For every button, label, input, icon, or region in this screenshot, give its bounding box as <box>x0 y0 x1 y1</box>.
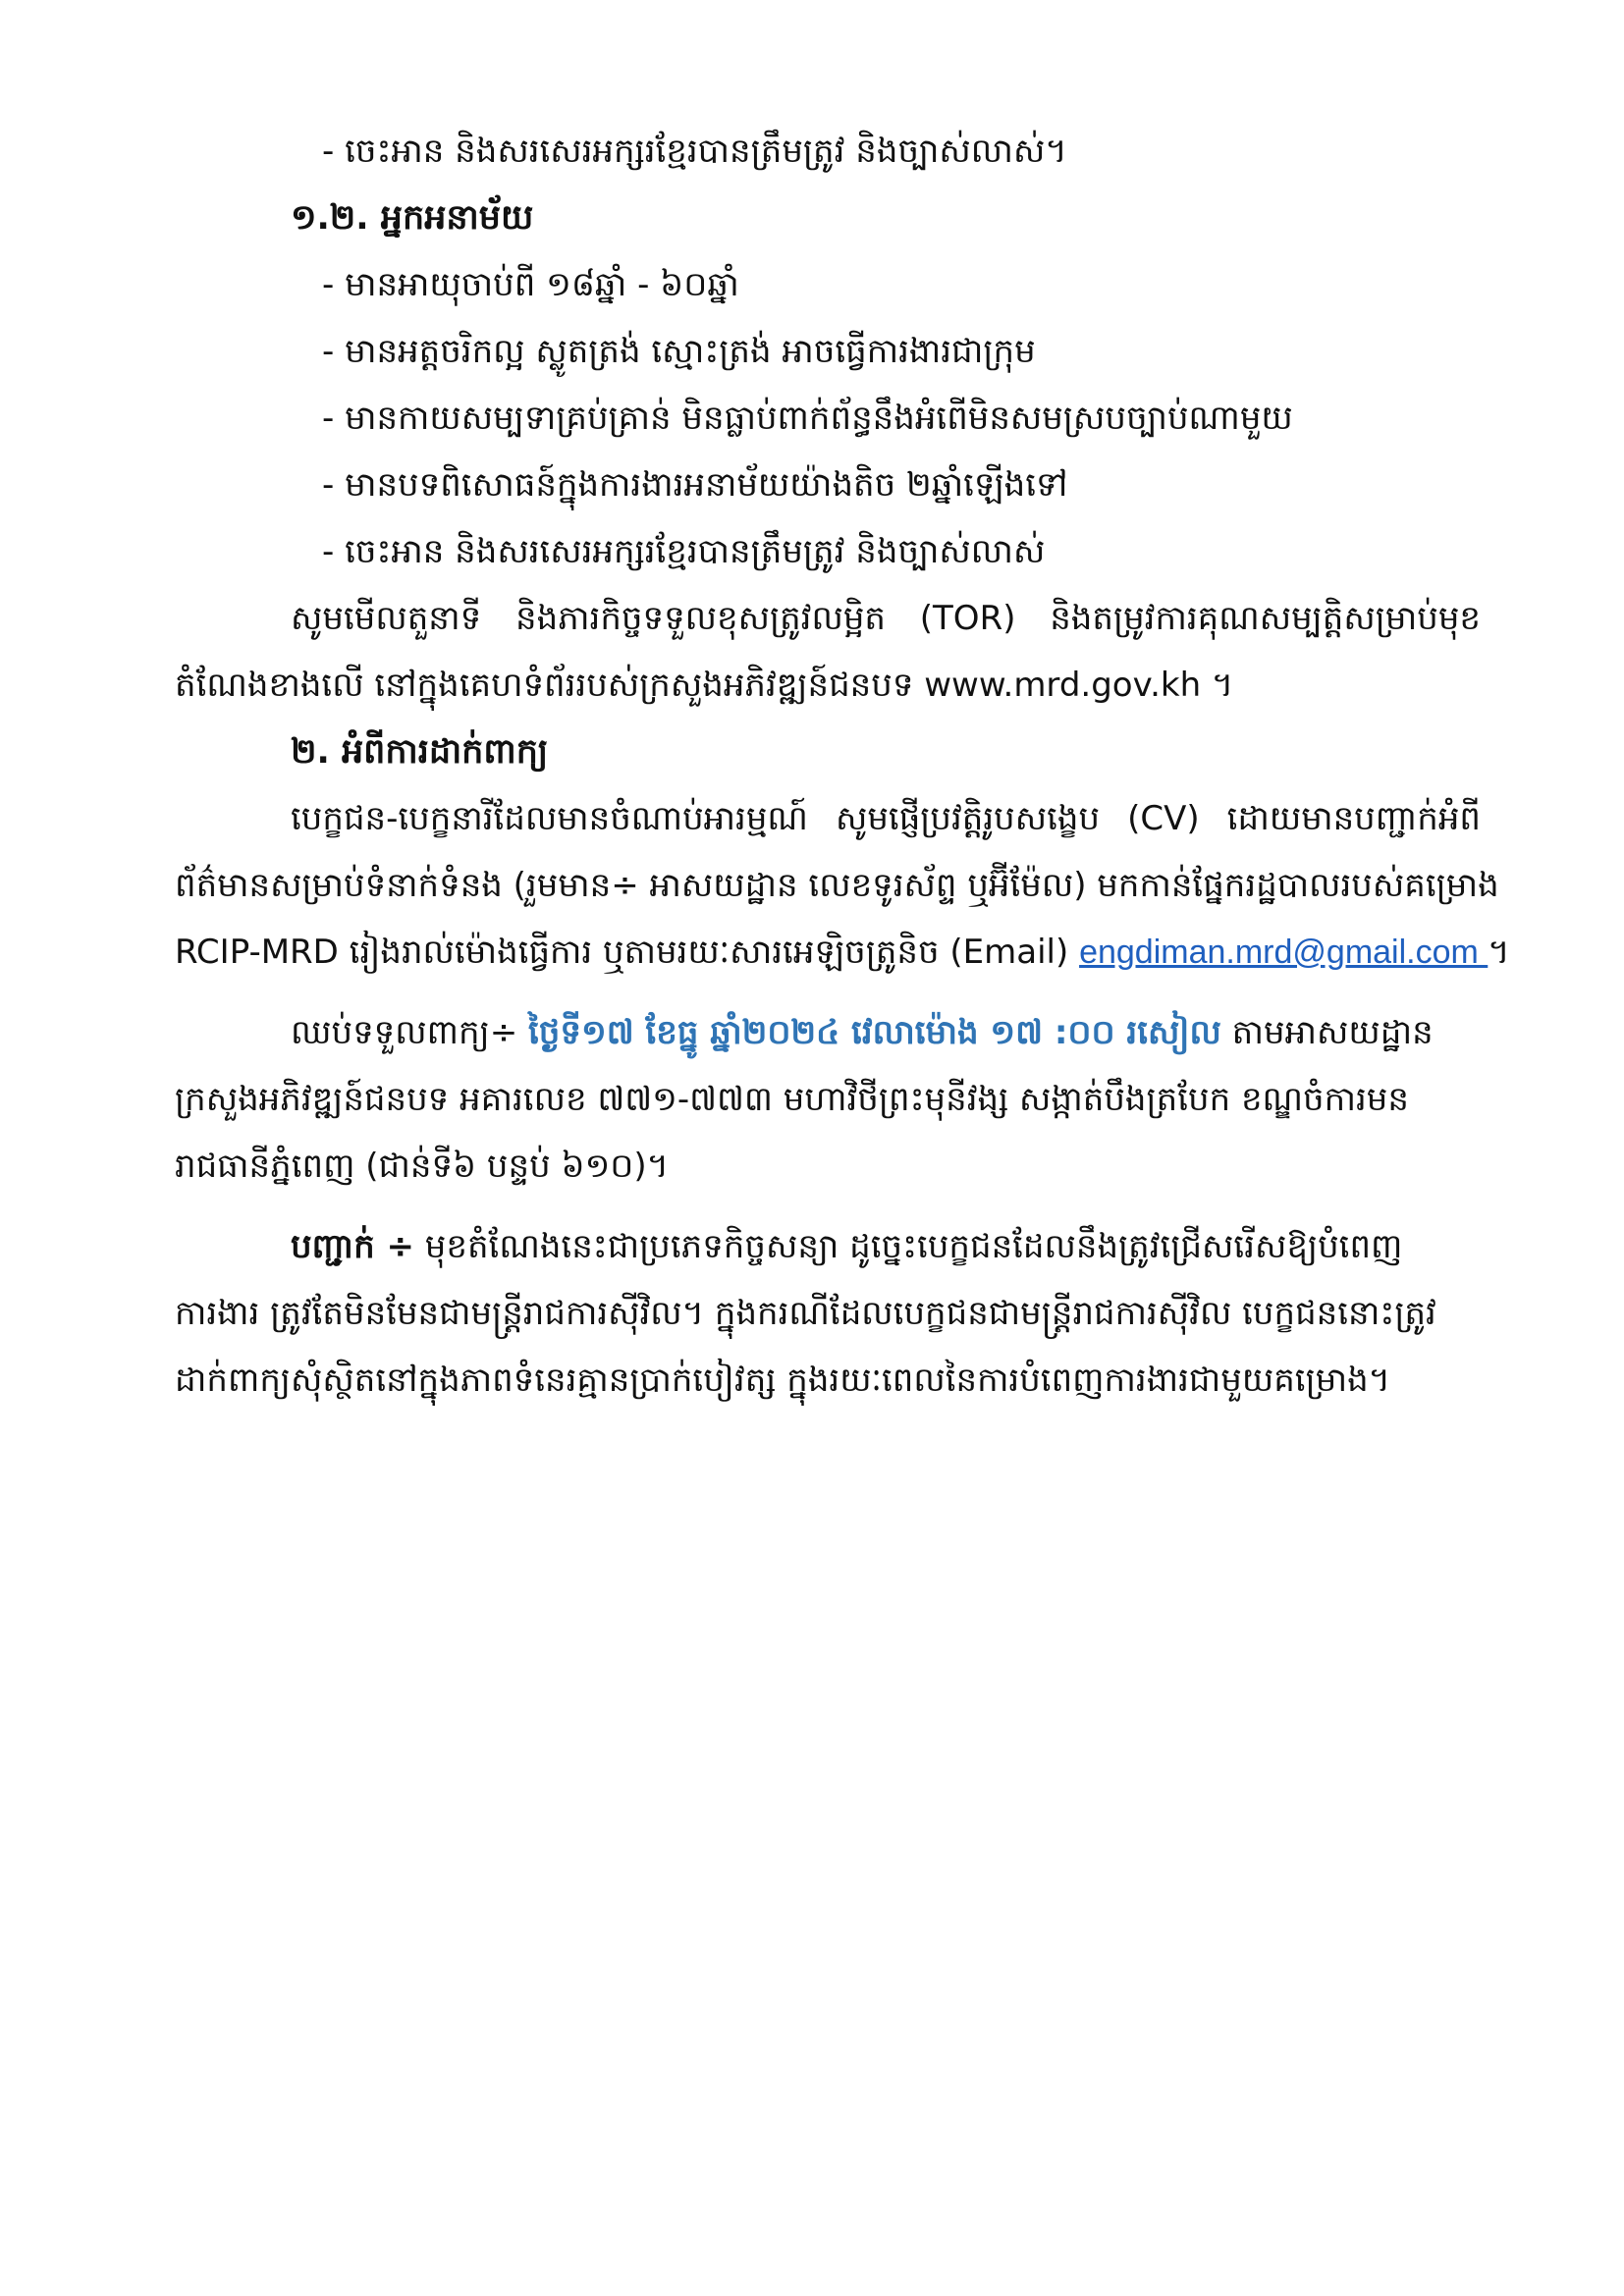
deadline-line-2: ក្រសួងអភិវឌ្ឍន៍ជនបទ អគារលេខ ៧៧១-៧៧៣ មហាវិថីព្រះមុនីវង្ស សង្កាត់បឹងត្របែក ខណ្ឌចំការមន <box>175 1080 1409 1119</box>
heading-application: ២. អំពីការដាក់ពាក្យ <box>291 732 549 772</box>
deadline-suffix: តាមអាសយដ្ឋាន <box>1220 1013 1434 1052</box>
apply-line-2: ព័ត៌មានសម្រាប់ទំនាក់ទំនង (រួមមាន÷ អាសយដ្ឋាន លេខទូរស័ព្ទ ឬអ៊ីម៉ែល) មកកាន់ផ្នែករដ្ឋបាលរបស់គម្រោង <box>175 866 1499 905</box>
apply-line-3-prefix: RCIP-MRD រៀងរាល់ម៉ោងធ្វើការ ឬតាមរយៈសារអេឡិចត្រូនិច (Email) <box>175 933 1080 972</box>
deadline-date: ថ្ងៃទី១៧ ខែធ្នូ ឆ្នាំ២០២៤ វេលាម៉ោង ១៧ :០០ រសៀល <box>528 1013 1221 1052</box>
deadline-line-1 <box>175 999 1481 1066</box>
note-line-1 <box>175 1213 1481 1280</box>
deadline-line-3: រាជធានីភ្នំពេញ (ជាន់ទី៦ បន្ទប់ ៦១០)។ <box>175 1147 670 1186</box>
note-line-3: ដាក់ពាក្យសុំស្ថិតនៅក្នុងភាពទំនេរគ្មានប្រាក់បៀវត្ស ក្នុងរយៈពេលនៃការបំពេញការងារជាមួយគម្រោង។ <box>175 1361 1391 1400</box>
bullet-experience: - មានបទពិសោធន៍ក្នុងការងារអនាម័យយ៉ាងតិច ២ឆ្នាំឡើងទៅ <box>322 465 1068 505</box>
email-link[interactable]: engdiman.mrd@gmail.com <box>1079 934 1489 971</box>
bullet-age: - មានអាយុចាប់ពី ១៨ឆ្នាំ - ៦០ឆ្នាំ <box>322 265 739 304</box>
document-body <box>175 118 1510 1414</box>
bullet-physical: - មានកាយសម្បទាគ្រប់គ្រាន់ មិនធ្លាប់ពាក់ព័ន្ធនឹងអំពើមិនសមស្របច្បាប់ណាមួយ <box>322 399 1293 438</box>
tor-line-2: តំណែងខាងលើ នៅក្នុងគេហទំព័ររបស់ក្រសួងអភិវឌ្ឍន៍ជនបទ www.mrd.gov.kh ។ <box>175 666 1234 705</box>
bullet-literacy: - ចេះអាន និងសរសេរអក្សរខ្មែរបានត្រឹមត្រូវ និងច្បាស់លាស់ <box>322 532 1046 571</box>
tor-line-1: សូមមើលតួនាទី និងភារកិច្ចទទួលខុសត្រូវលម្អិត (TOR) និងតម្រូវការគុណសម្បត្តិសម្រាប់មុខ <box>291 599 1481 638</box>
apply-line-3-suffix: ។ <box>1488 933 1510 972</box>
apply-line-3 <box>175 919 1510 986</box>
note-text-1: មុខតំណែងនេះជាប្រភេទកិច្ចសន្យា ដូច្នេះបេក្ខជនដែលនឹងត្រូវជ្រើសរើសឱ្យបំពេញ <box>414 1227 1403 1266</box>
bullet-character: - មានអត្តចរិកល្អ ស្លូតត្រង់ ស្មោះត្រង់ អាចធ្វើការងារជាក្រុម <box>322 332 1036 371</box>
heading-cleaner: ១.២. អ្នកអនាម័យ <box>291 198 534 238</box>
note-label: បញ្ជាក់ ÷ <box>291 1227 414 1266</box>
bullet-literacy-1-1: - ចេះអាន និងសរសេរអក្សរខ្មែរបានត្រឹមត្រូវ និងច្បាស់លាស់។ <box>322 132 1067 171</box>
note-line-2: ការងារ ត្រូវតែមិនមែនជាមន្ត្រីរាជការស៊ីវិល។ ក្នុងករណីដែលបេក្ខជនជាមន្ត្រីរាជការស៊ីវិល បេក្ខជននោះត្រូវ <box>175 1294 1436 1333</box>
apply-line-1: បេក្ខជន-បេក្ខនារីដែលមានចំណាប់អារម្មណ៍ សូមផ្ញើប្រវត្តិរូបសង្ខេប (CV) ដោយមានបញ្ជាក់អំពី <box>291 799 1481 838</box>
deadline-prefix: ឈប់ទទួលពាក្យ÷ <box>291 1013 529 1052</box>
